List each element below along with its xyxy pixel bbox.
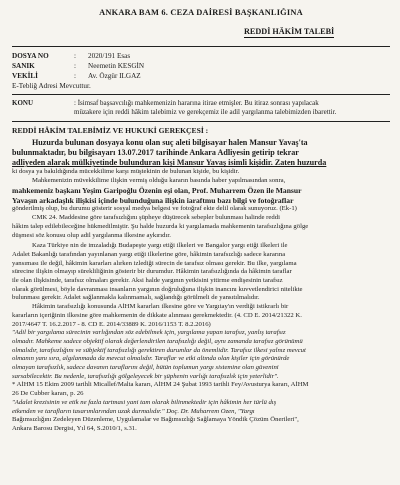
body-text (12, 138, 390, 434)
text-line: yansıması ile değil, hâkimin kararları alırken izlediği sürecin de tarafsız olması gerekir. Bu ilke, yargılama (12, 259, 297, 267)
text-line: sürecine ilişkin olmayıp sürekliliğinin gösterir bir durumdur. Hâkimin tarafsızlığında da hâkimin taraflar (12, 268, 292, 276)
text-line: bulunmaktadır, bu bilgisayarı 13.07.2017 tarihinde Ankara Adliyesin getirip tekrar (12, 148, 299, 158)
text-line: düşmesi söz konusu olup adil yargılanma ilkesine aykırıdır. (12, 231, 171, 239)
subject-rule (12, 121, 390, 122)
text-line: Adalet Bakanlığı tarafından yayınlanan yargı etiği ilkelerine göre, hâkimin tarafsızlığı sadece kararına (12, 250, 286, 258)
text-line: adliyeden alarak mülkiyetinde bulunduran kişi Mansur Yavaş isimli kişidir. Zaten huzurda (12, 158, 327, 168)
text-line: olmanın yanı sıra, algılanmada da mevcut olmalıdır. Taraflar ve etki altında olan kişiler için görünürde (12, 355, 290, 363)
text-line: Ankara Barosu Dergisi, Yıl 64, S.2010/1, s.31. (12, 425, 137, 432)
meta-colon: : (74, 52, 76, 60)
text-line: "Adalet krezisinin ve etik ne fazla tartmasi yani tam olarak bilinmektedir için hâkimin her türlü dış (12, 398, 277, 406)
meta-value: 2020/191 Esas (88, 52, 131, 60)
meta-row-defendant (12, 61, 390, 71)
meta-row-attorney (12, 71, 390, 81)
text-line: 2017/4647 T. 16.2.2017 - 8. CD E. 2014/33889 K. 2016/1153 T. 8.2.2016) (12, 320, 211, 328)
section-title: REDDİ HÂKİM TALEBİMİZ VE HUKUKİ GEREKÇESİ : (12, 125, 209, 135)
subject-line: : İsimsaf başsavcılığı mahkemenizin hararına itirae etmişler. Bu itiraz sonrası yapılacak (74, 99, 319, 107)
etebligat-note: E-Tebliğ Adresi Mevcuttur. (12, 82, 91, 90)
text-line: kararların içeriğinin ilkesine göre mahkemenin de dikkate alınması gerekmektedir. (4. CD E. 2014/21322 K. (12, 311, 302, 319)
text-line: ile olan ilişkisinde, tarafsız olmaları gerekir. Aksi halde yargının yetkisini yitirme endişesinin tarafsız (12, 277, 283, 285)
court-header: ANKARA BAM 6. CEZA DAİRESİ BAŞKANLIĞINA (99, 8, 303, 17)
case-metadata (12, 51, 390, 91)
text-line: * AİHM 15 Ekim 2009 tarihli Micallef/Malta kararı, AİHM 24 Şubat 1993 tarihli Fey/Avusturya kararı, AİHM (12, 381, 309, 389)
text-line: olmayan tarafsızlık, sadece davanın taraflarını değil, bütün toplumun yargı sistemine olan güvenini (12, 364, 279, 372)
text-line: hâkim talep edilebileceğine hükmedilmiştir. Şu halde huzurda ki yargılamada mahkemenin tarafsızlığına gölge (12, 222, 309, 230)
text-line: bulunması gerekir. Adalet sağlanmakla kalınmamalı, sağlandığı görülmeli de yansıtılmalıdır. (12, 294, 260, 302)
text-line: Huzurda bulunan dosyaya konu olan suç aleti bilgisayar halen Mansur Yavaş'ta (32, 137, 308, 147)
text-line: etkenden ve tarafların tasarımlarından uzak durmalıdır." Doç. Dr. Muharrem Özen, "Yargı (12, 407, 255, 415)
text-line: 26 De Cubber kararı, p. 26 (12, 390, 84, 398)
meta-key: VEKİLİ (12, 72, 38, 80)
request-title: REDDİ HÂKİM TALEBİ (244, 27, 335, 36)
meta-key: DOSYA NO (12, 52, 49, 60)
meta-value: Neemetin KESGİN (88, 62, 145, 70)
text-line: mahkemeniz başkanı Yeşim Garipoğlu Özenin eşi olan, Prof. Muharrem Özen ile Mansur (12, 185, 302, 195)
text-line: olmadır. Mahkeme sadece objektif olarak değerlendirilen tarafsızlığı değil, aynı zamanda tarafsız görünümü (12, 337, 303, 345)
text-line: gönderilmiş olup, bu durumu gösterir sosyal medya belgesi ve fotoğraf ekte delil olarak sunuyoruz. (Ek-1) (12, 205, 297, 213)
text-line: "Adil bir yargılama sürecinin varlığından söz edebilmek için, yargılama yapan tarafsız, yanlış tarafsız (12, 329, 286, 337)
subject-key: KONU (12, 99, 33, 107)
meta-value: Av. Özgür ILGAZ (88, 72, 141, 80)
subject-body (74, 99, 390, 118)
meta-row-etebligat (12, 81, 390, 91)
text-line: Bağımsızlığını Zedeleyen Düzenleme, Uygulamalar ve Bağımsızlığı Sağlamaya Yöndik Çözüm Önerileri", (12, 416, 299, 424)
subject-line: müzakere için reddi hâkim talebimiz ve gerekçemiz ile adil yargılanma talebimizden ibarettir. (74, 108, 337, 117)
text-line: Mahkemenizin müvekkilime ilişkin vermiş olduğu kararın basında haber yapılmasından sonra, (32, 177, 286, 185)
meta-rule (12, 94, 390, 95)
text-line: ki dosya ya bakıldığında mücekkilime karşı müştekinin de bulunan kişide, bu kişidir. (12, 168, 240, 176)
meta-colon: : (74, 62, 76, 70)
text-line: sarsabilecektir. Bu nedenle, tarafsızlığı gölgeleyecek bir şüphenin varlığı tarafsızlık için yeterlidir". (12, 372, 279, 380)
text-line: CMK 24. Maddesine göre tarafsızlığını şüpheye düşürecek sebepler bulunması halinde reddi (32, 214, 280, 222)
meta-colon: : (74, 72, 76, 80)
text-line: Hâkimin tarafsızlığı konusunda AİHM kararları ilkesine göre ve Yargıtay'ın verdiği istikrarlı bir (32, 303, 289, 311)
meta-key: SANIK (12, 62, 35, 70)
meta-row-file (12, 51, 390, 61)
text-line: olarak görülmesi, böyle davranması insanların yargının doğruluğuna ilişkin inancını kuvvetlendirici nitelikte (12, 285, 303, 293)
subject-block (12, 99, 390, 118)
text-line: olmalıdır, tarafsızlığını ve sübjektif tarafsızlığı gerektiren durumlar da önemlidir. Tarafsız ilkesi yalnız mevcut (12, 346, 306, 354)
text-line: Yavaşın arkadaşlık ilişkisi içinde bulunduğuna ilişkin iaraftmu bazı bilgi ve fotoğraflar (12, 195, 294, 205)
text-line: Kaza Türkiye nin de imzaladığı Budapeşte yargı etiği ilkeleri ve Bangalor yargı etiği ilkeleri ile (32, 242, 288, 250)
title-rule (12, 46, 390, 47)
